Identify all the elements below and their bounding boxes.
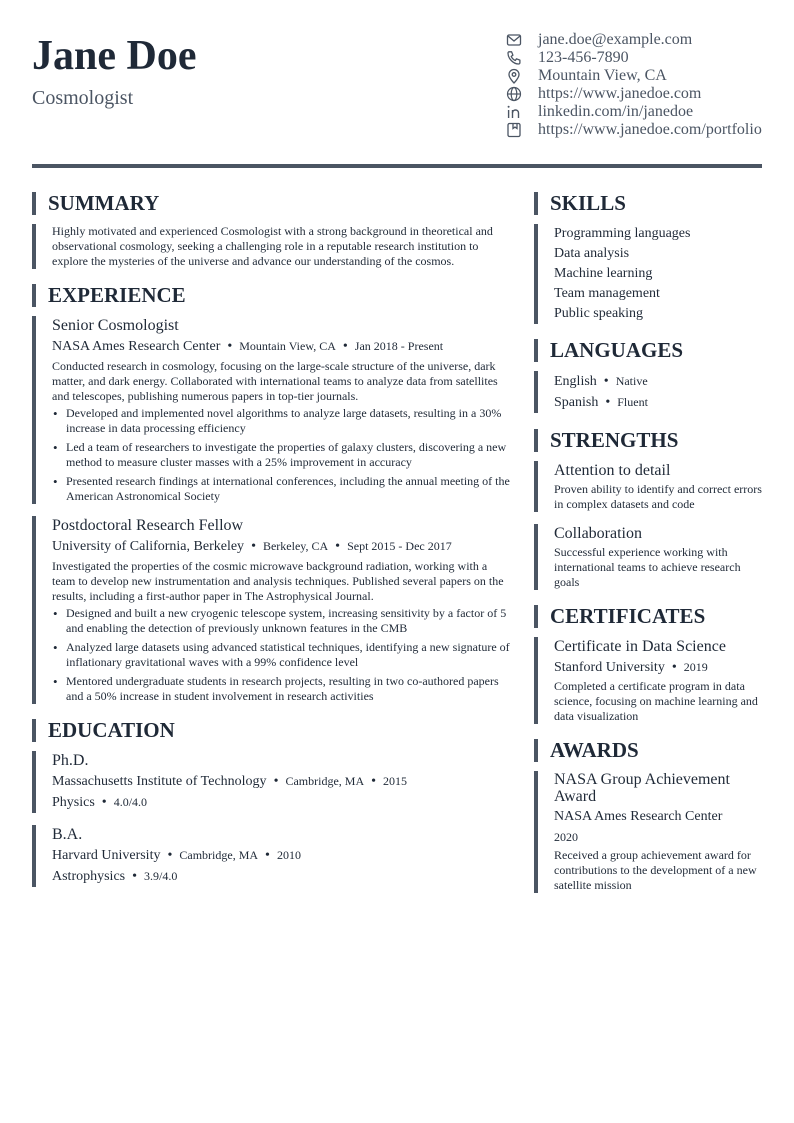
degree: B.A. [52, 826, 83, 843]
language-item: English • Native [554, 374, 648, 389]
job-description: Investigated the properties of the cosmic microwave background radiation, working with a team to develop new instrumentation and analysis techniques. Published several papers on the results, including a first-author paper in The Astrophysical Journal. [52, 559, 504, 603]
strength-title: Attention to detail [554, 462, 671, 479]
job-title: Senior Cosmologist [52, 317, 179, 334]
list-item: • Led a team of researchers to investigate the properties of galaxy clusters, discovering a new method to measure cluster masses with a 25% improvement in accuracy [52, 440, 512, 470]
contact-text: https://www.janedoe.com/portfolio [538, 121, 762, 138]
awards-heading: AWARDS [534, 739, 762, 762]
linkedin-icon [506, 104, 522, 120]
skill-item: Machine learning [554, 266, 653, 281]
header-divider [32, 164, 762, 168]
skills-block [534, 224, 762, 324]
contact-text: Mountain View, CA [538, 67, 667, 84]
job-location: Berkeley, CA [262, 539, 329, 553]
school: Harvard University [52, 848, 161, 863]
job-org: University of California, Berkeley [52, 539, 245, 554]
education-field: Astrophysics • 3.9/4.0 [52, 869, 178, 884]
award-org: NASA Ames Research Center [554, 809, 723, 824]
list-item: • Designed and built a new cryogenic telescope system, increasing sensitivity by a factor of 5 and enabling the detection of previously unknown features in the CMB [52, 606, 512, 636]
language-level: Fluent [617, 395, 648, 409]
skill-item: Public speaking [554, 306, 644, 321]
skills-heading: SKILLS [534, 192, 762, 215]
certificates-heading: CERTIFICATES [534, 605, 762, 628]
strength-item [534, 461, 762, 512]
education-meta: Massachusetts Institute of Technology • Cambridge, MA • 2015 [52, 774, 408, 789]
job-title: Postdoctoral Research Fellow [52, 517, 244, 534]
gpa: 3.9/4.0 [144, 869, 178, 883]
contact-website[interactable] [506, 85, 766, 103]
sidebar-column [534, 192, 762, 908]
graduation-year: 2015 [383, 774, 408, 788]
education-item [32, 825, 512, 887]
contact-phone[interactable] [506, 49, 766, 67]
resume-header [32, 30, 762, 150]
job-org: NASA Ames Research Center [52, 339, 221, 354]
certificate-year: 2019 [683, 660, 708, 674]
graduation-year: 2010 [276, 848, 301, 862]
certificate-description: Completed a certificate program in data science, focusing on machine learning and data visualization [554, 679, 758, 723]
strengths-heading: STRENGTHS [534, 429, 762, 452]
school-location: Cambridge, MA [179, 848, 259, 862]
skill-item: Programming languages [554, 226, 691, 241]
summary-text: Highly motivated and experienced Cosmologist with a strong background in theoretical and observational cosmology, seeking a challenging role in a reputable research institution to explore the mysteries of the universe and advance our understanding of the cosmos. [52, 224, 493, 268]
languages-heading: LANGUAGES [534, 339, 762, 362]
contact-portfolio[interactable] [506, 121, 766, 139]
education-heading: EDUCATION [32, 719, 512, 742]
contact-email[interactable] [506, 31, 766, 49]
education-field: Physics • 4.0/4.0 [52, 795, 148, 810]
strength-title: Collaboration [554, 525, 642, 542]
degree: Ph.D. [52, 752, 89, 769]
list-item: • Presented research findings at international conferences, including the annual meeting of the American Astronomical Society [52, 474, 512, 504]
experience-item [32, 516, 512, 704]
language-item: Spanish • Fluent [554, 395, 648, 410]
main-column [32, 192, 512, 902]
languages-block [534, 371, 762, 413]
name-heading: Jane Doe [32, 33, 197, 79]
certificate-org: Stanford University [554, 660, 665, 675]
contact-list [506, 31, 766, 139]
job-meta: University of California, Berkeley • Berkeley, CA • Sept 2015 - Dec 2017 [52, 539, 452, 554]
language-name: English [554, 374, 597, 389]
job-location: Mountain View, CA [239, 339, 336, 353]
globe-icon [506, 86, 522, 102]
school: Massachusetts Institute of Technology [52, 774, 267, 789]
language-level: Native [615, 374, 648, 388]
email-icon [506, 32, 522, 48]
skill-item: Team management [554, 286, 660, 301]
list-item: • Analyzed large datasets using advanced statistical techniques, identifying a new signature of inflationary gravitational waves with a 99% confidence level [52, 640, 512, 670]
list-item: • Mentored undergraduate students in research projects, resulting in two co-authored papers and a 50% increase in student involvement in research activities [52, 674, 512, 704]
role-subtitle: Cosmologist [32, 87, 134, 109]
contact-text: https://www.janedoe.com [538, 85, 702, 102]
job-bullets [52, 406, 512, 504]
field-of-study: Physics [52, 795, 95, 810]
experience-heading: EXPERIENCE [32, 284, 512, 307]
strength-description: Proven ability to identify and correct errors in complex datasets and code [554, 482, 762, 511]
award-title: NASA Group Achievement Award [554, 771, 730, 805]
job-bullets [52, 606, 512, 704]
phone-icon [506, 50, 522, 66]
award-year: 2020 [554, 830, 578, 844]
gpa: 4.0/4.0 [113, 795, 148, 809]
certificate-title: Certificate in Data Science [554, 638, 726, 655]
school-location: Cambridge, MA [285, 774, 365, 788]
summary-heading: SUMMARY [32, 192, 512, 215]
job-dates: Jan 2018 - Present [354, 339, 444, 353]
location-icon [506, 68, 522, 84]
job-description: Conducted research in cosmology, focusing on the large-scale structure of the universe, dark matter, and dark energy. Collaborated with international teams to analyze data from satellites and telescopes, publishing numerous papers in top-tier journals. [52, 359, 498, 403]
experience-item [32, 316, 512, 504]
contact-text: 123-456-7890 [538, 49, 629, 66]
strength-description: Successful experience working with international teams to achieve research goals [554, 545, 741, 589]
job-dates: Sept 2015 - Dec 2017 [347, 539, 452, 553]
certificate-item [534, 637, 762, 724]
strength-item [534, 524, 762, 590]
contact-location [506, 67, 766, 85]
contact-text: linkedin.com/in/janedoe [538, 103, 694, 120]
field-of-study: Astrophysics [52, 869, 126, 884]
contact-text: jane.doe@example.com [538, 31, 693, 48]
job-meta: NASA Ames Research Center • Mountain View, CA • Jan 2018 - Present [52, 339, 444, 354]
summary-block [32, 224, 512, 269]
award-item [534, 771, 762, 893]
award-description: Received a group achievement award for contributions to the development of a new satellite mission [554, 848, 757, 892]
bookmark-icon [506, 122, 522, 138]
education-meta: Harvard University • Cambridge, MA • 2010 [52, 848, 301, 863]
education-item [32, 751, 512, 813]
contact-linkedin[interactable] [506, 103, 766, 121]
certificate-meta: Stanford University • 2019 [554, 660, 708, 675]
skill-item: Data analysis [554, 246, 630, 261]
language-name: Spanish [554, 395, 599, 410]
list-item: • Developed and implemented novel algorithms to analyze large datasets, resulting in a 30% increase in data processing efficiency [52, 406, 512, 436]
